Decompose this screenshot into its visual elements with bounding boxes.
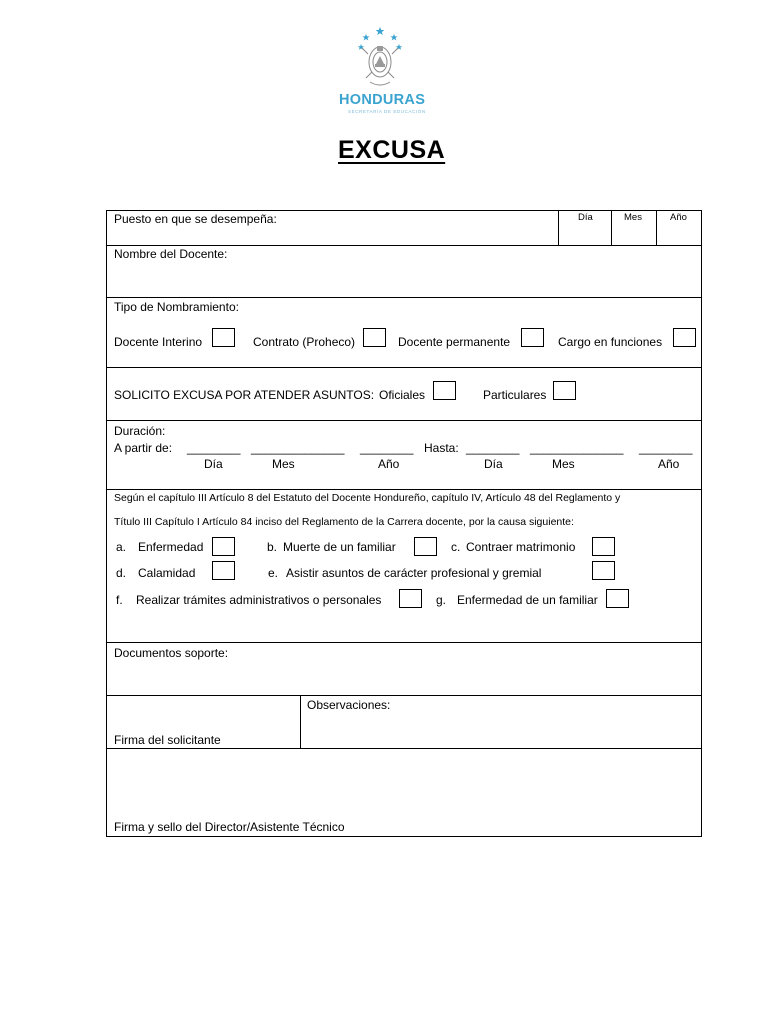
nombre-label: Nombre del Docente: — [114, 247, 228, 261]
cause-f-letter: f. — [116, 593, 123, 607]
date-month-field[interactable] — [612, 226, 655, 244]
cause-c-label: Contraer matrimonio — [466, 540, 576, 554]
a-partir-de-label: A partir de: — [114, 441, 173, 455]
observaciones-field[interactable] — [301, 714, 701, 747]
cause-g-letter: g. — [436, 593, 447, 607]
cause-a-letter: a. — [116, 540, 127, 554]
cause-e-label: Asistir asuntos de carácter profesional y gremial — [286, 566, 542, 580]
particulares-label: Particulares — [483, 388, 547, 402]
cause-f-label: Realizar trámites administrativos o personales — [136, 593, 382, 607]
to-day-blank[interactable]: ________ — [466, 441, 520, 455]
logo-country-name: HONDURAS — [339, 92, 426, 108]
row-divider — [106, 642, 702, 643]
cause-b-checkbox[interactable] — [414, 537, 437, 556]
cause-b-label: Muerte de un familiar — [283, 540, 396, 554]
cause-g-checkbox[interactable] — [606, 589, 629, 608]
cause-a-checkbox[interactable] — [212, 537, 235, 556]
oficiales-checkbox[interactable] — [433, 381, 456, 400]
logo-subtitle: SECRETARÍA DE EDUCACIÓN — [348, 109, 426, 114]
firma-solicitante-label: Firma del solicitante — [114, 733, 221, 747]
row-divider — [106, 420, 702, 421]
cause-f-checkbox[interactable] — [399, 589, 422, 608]
option-cargo-funciones-label: Cargo en funciones — [558, 335, 663, 349]
to-day-caption: Día — [484, 457, 503, 471]
observaciones-label: Observaciones: — [307, 698, 391, 712]
cause-c-checkbox[interactable] — [592, 537, 615, 556]
to-month-blank[interactable]: ______________ — [530, 441, 624, 455]
date-month-header: Mes — [624, 212, 642, 223]
row-divider — [106, 489, 702, 490]
duracion-label: Duración: — [114, 424, 166, 438]
puesto-label: Puesto en que se desempeña: — [114, 212, 277, 226]
legal-text-line-2: Título III Capítulo I Artículo 84 inciso del Reglamento de la Carrera docente, por la causa siguiente: — [114, 516, 574, 528]
firma-director-label: Firma y sello del Director/Asistente Técnico — [114, 820, 345, 834]
cause-d-label: Calamidad — [138, 566, 196, 580]
date-day-header: Día — [578, 212, 593, 223]
legal-text-line-1: Según el capítulo III Artículo 8 del Estatuto del Docente Hondureño, capítulo IV, Artículo 48 del Reglamento y — [114, 492, 621, 504]
docente-permanente-checkbox[interactable] — [521, 328, 544, 347]
from-month-blank[interactable]: ______________ — [251, 441, 345, 455]
option-docente-permanente-label: Docente permanente — [398, 335, 511, 349]
row-divider — [106, 367, 702, 368]
option-contrato-label: Contrato (Proheco) — [253, 335, 356, 349]
tipo-nombramiento-label: Tipo de Nombramiento: — [114, 300, 239, 314]
nombre-field[interactable] — [107, 264, 701, 296]
to-year-blank[interactable]: ________ — [639, 441, 693, 455]
cause-b-letter: b. — [267, 540, 278, 554]
cargo-funciones-checkbox[interactable] — [673, 328, 696, 347]
cause-e-letter: e. — [268, 566, 279, 580]
documentos-soporte-field[interactable] — [107, 662, 701, 694]
hasta-label: Hasta: — [424, 441, 459, 455]
documentos-soporte-label: Documentos soporte: — [114, 646, 229, 660]
puesto-field[interactable] — [107, 228, 557, 244]
to-month-caption: Mes — [552, 457, 575, 471]
from-year-caption: Año — [378, 457, 400, 471]
cause-g-label: Enfermedad de un familiar — [457, 593, 598, 607]
document-title: EXCUSA — [338, 136, 446, 164]
cause-d-checkbox[interactable] — [212, 561, 235, 580]
from-day-blank[interactable]: ________ — [187, 441, 241, 455]
date-day-field[interactable] — [559, 226, 610, 244]
date-year-field[interactable] — [657, 226, 701, 244]
from-year-blank[interactable]: ________ — [360, 441, 414, 455]
option-docente-interino-label: Docente Interino — [114, 335, 203, 349]
date-year-header: Año — [670, 212, 687, 223]
solicito-excusa-label: SOLICITO EXCUSA POR ATENDER ASUNTOS: — [114, 388, 375, 402]
row-divider — [106, 245, 702, 246]
docente-interino-checkbox[interactable] — [212, 328, 235, 347]
cause-c-letter: c. — [451, 540, 461, 554]
oficiales-label: Oficiales — [379, 388, 426, 402]
contrato-checkbox[interactable] — [363, 328, 386, 347]
from-month-caption: Mes — [272, 457, 295, 471]
to-year-caption: Año — [658, 457, 680, 471]
cause-d-letter: d. — [116, 566, 127, 580]
cause-e-checkbox[interactable] — [592, 561, 615, 580]
coat-of-arms-icon — [356, 26, 404, 94]
cause-a-label: Enfermedad — [138, 540, 204, 554]
from-day-caption: Día — [204, 457, 223, 471]
particulares-checkbox[interactable] — [553, 381, 576, 400]
row-divider — [106, 297, 702, 298]
firma-director-field[interactable] — [107, 749, 701, 817]
